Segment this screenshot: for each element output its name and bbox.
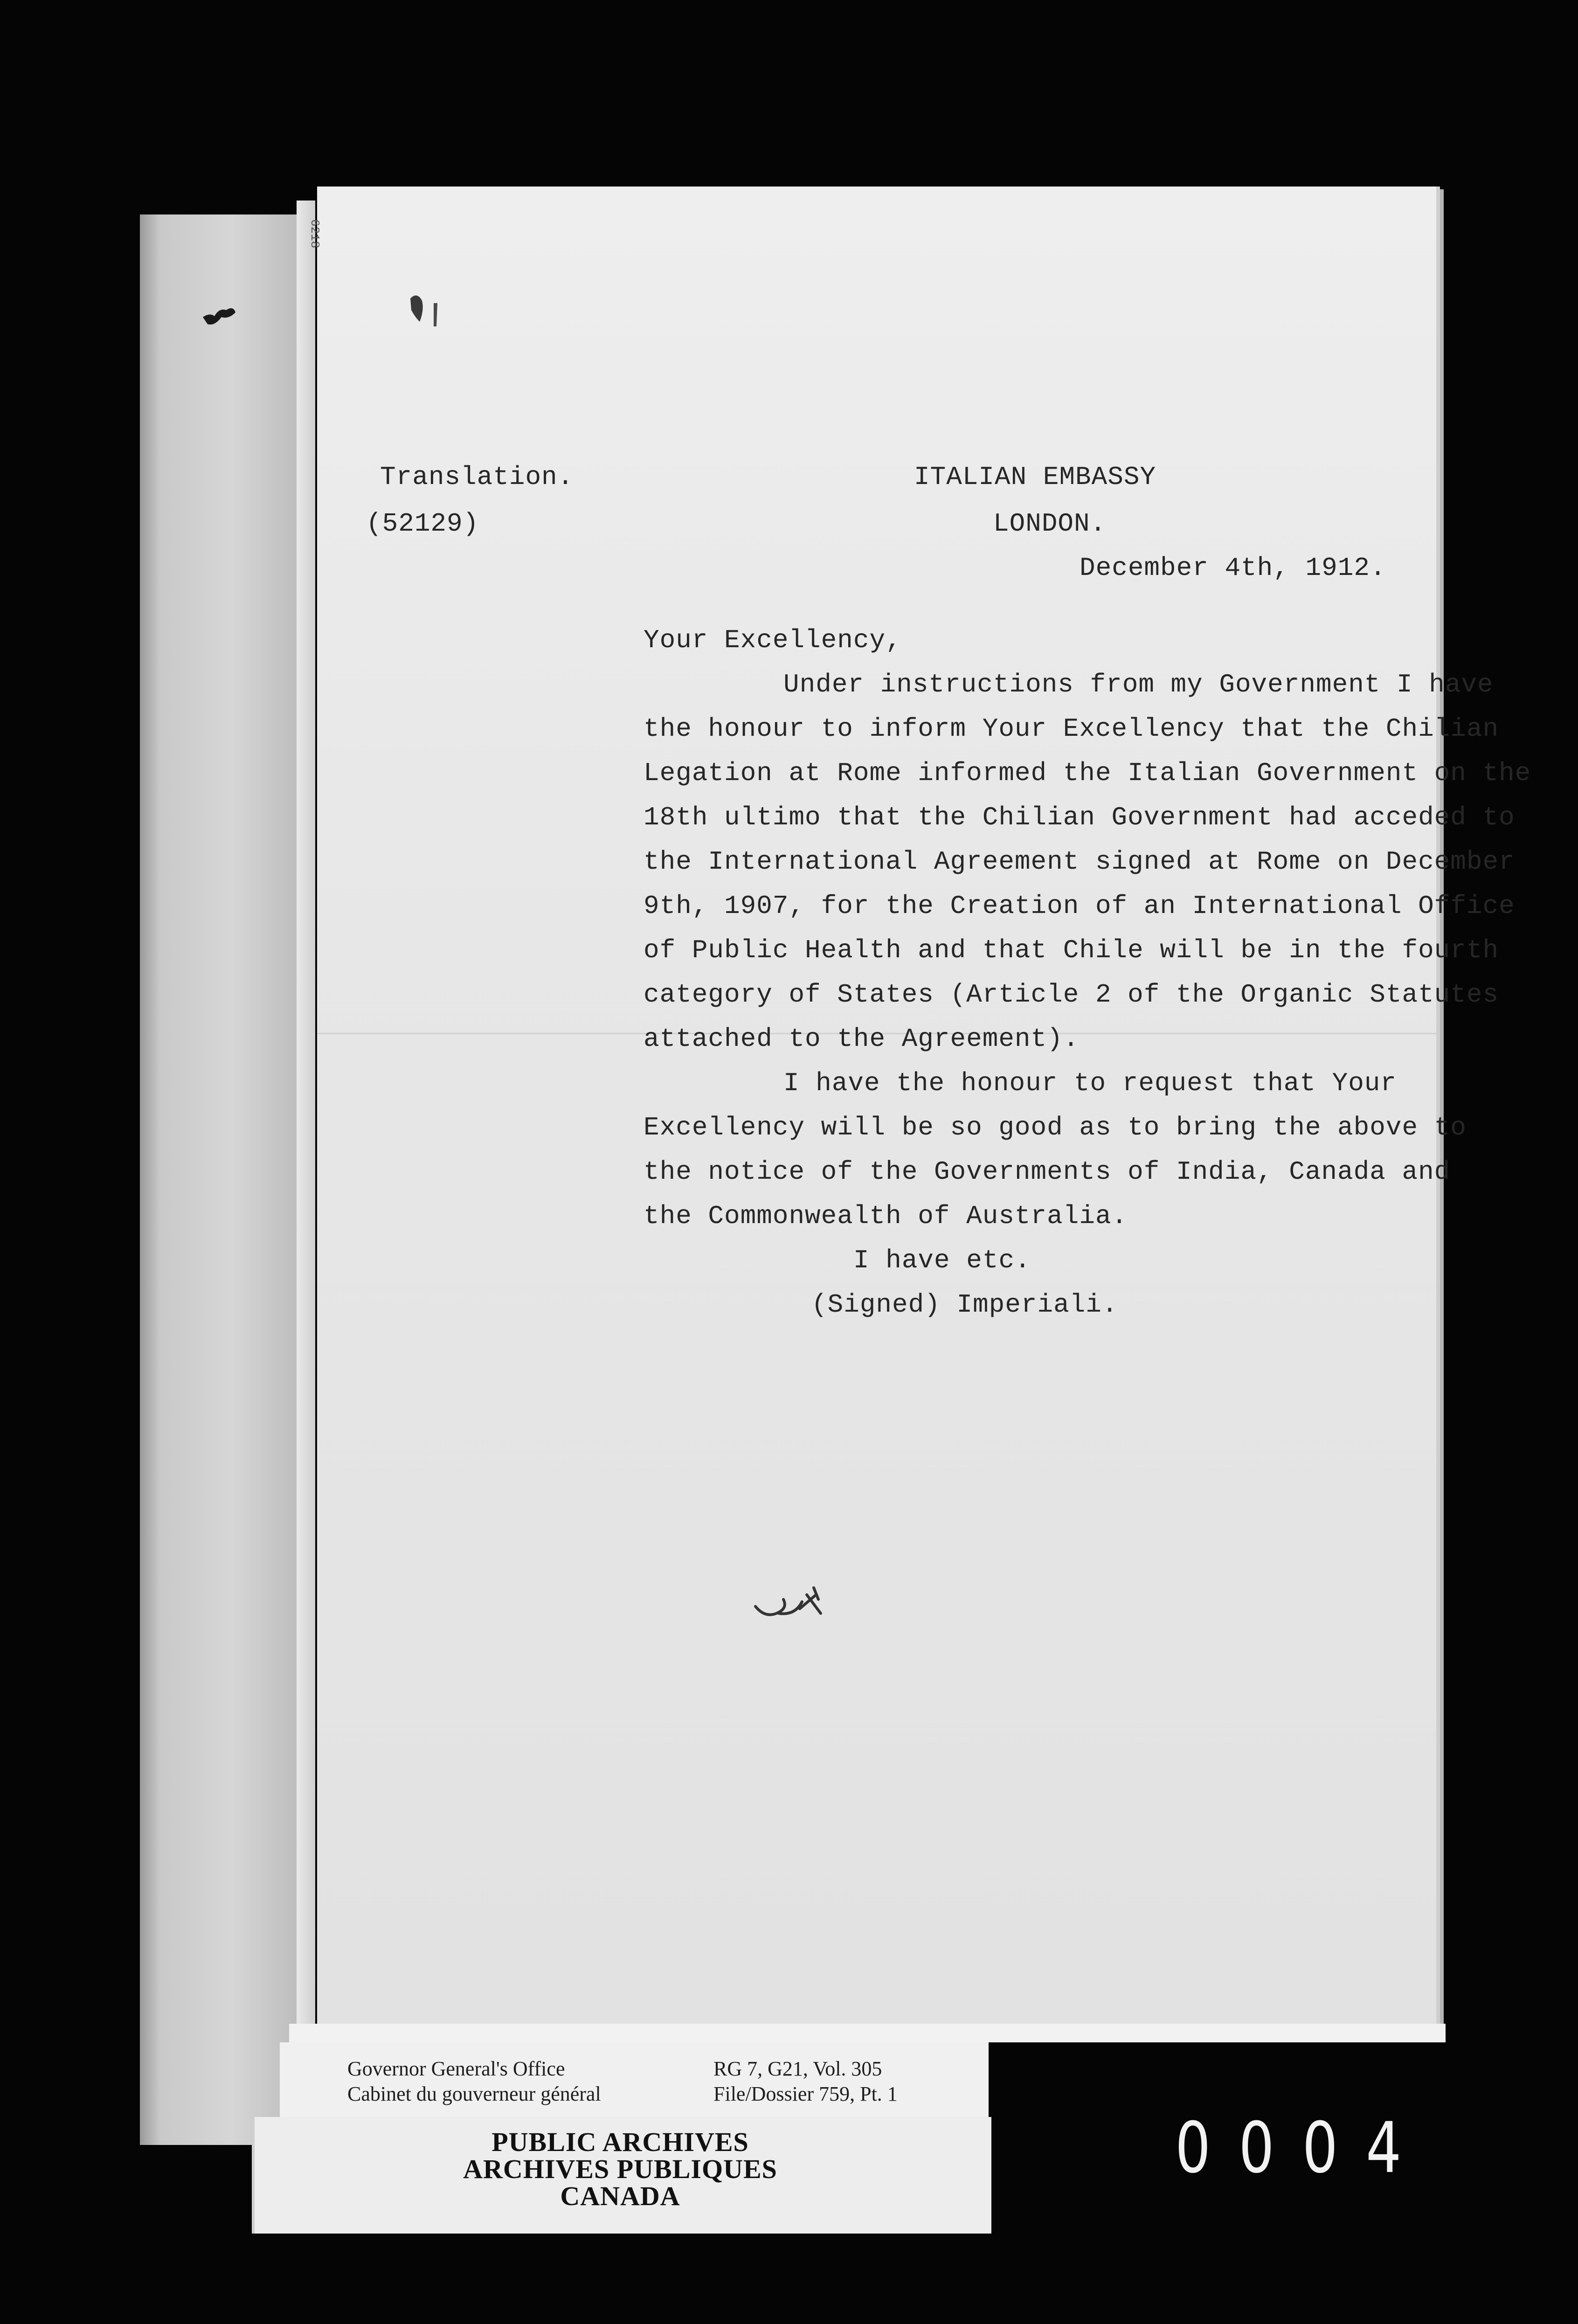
header-reference-number: (52129) <box>366 509 479 539</box>
body-line: attached to the Agreement). <box>644 1024 1080 1054</box>
page-bottom-edge <box>289 2024 1446 2042</box>
label-record-group: RG 7, G21, Vol. 305 <box>713 2057 882 2080</box>
stamp-line: PUBLIC ARCHIVES <box>491 2127 749 2157</box>
header-embassy: ITALIAN EMBASSY <box>914 462 1156 492</box>
corner-note: 6218 <box>308 219 322 249</box>
ink-mark-icon <box>201 298 238 331</box>
body-line: the honour to inform Your Excellency that the Chilian <box>644 714 1499 744</box>
closing-line: I have etc. <box>853 1245 1031 1275</box>
body-line: of Public Health and that Chile will be in the fourth <box>644 935 1499 965</box>
body-line: the International Agreement signed at Rome on December <box>644 847 1515 877</box>
header-city: LONDON. <box>993 509 1107 539</box>
label-office-fr: Cabinet du gouverneur général <box>347 2082 601 2105</box>
header-date: December 4th, 1912. <box>1080 553 1386 583</box>
label-office-en: Governor General's Office <box>347 2057 565 2080</box>
label-file-dossier: File/Dossier 759, Pt. 1 <box>713 2082 898 2105</box>
binder-edge <box>297 201 315 2042</box>
body-line: Excellency will be so good as to bring the above to <box>644 1113 1467 1142</box>
body-line: Under instructions from my Government I have <box>783 670 1494 699</box>
frame-number: 0004 <box>1175 2108 1430 2189</box>
body-line: 9th, 1907, for the Creation of an International Office <box>644 891 1515 921</box>
archives-stamp-text <box>252 2129 989 2210</box>
body-line: the Commonwealth of Australia. <box>644 1201 1128 1231</box>
body-line: 18th ultimo that the Chilian Government had acceded to <box>644 802 1515 832</box>
handwritten-initial-icon <box>751 1581 844 1632</box>
body-line: I have the honour to request that Your <box>783 1068 1397 1098</box>
body-line: Legation at Rome informed the Italian Government on the <box>644 758 1531 788</box>
signature-line: (Signed) Imperiali. <box>811 1290 1118 1320</box>
body-line: category of States (Article 2 of the Organic Statutes <box>644 980 1499 1010</box>
ink-blot-icon <box>401 289 452 340</box>
header-translation: Translation. <box>380 462 574 492</box>
salutation: Your Excellency, <box>644 625 902 655</box>
stamp-line: ARCHIVES PUBLIQUES <box>463 2154 777 2184</box>
body-line: the notice of the Governments of India, Canada and <box>644 1157 1451 1187</box>
binder-strip <box>140 214 310 2145</box>
stamp-line: CANADA <box>560 2181 680 2211</box>
